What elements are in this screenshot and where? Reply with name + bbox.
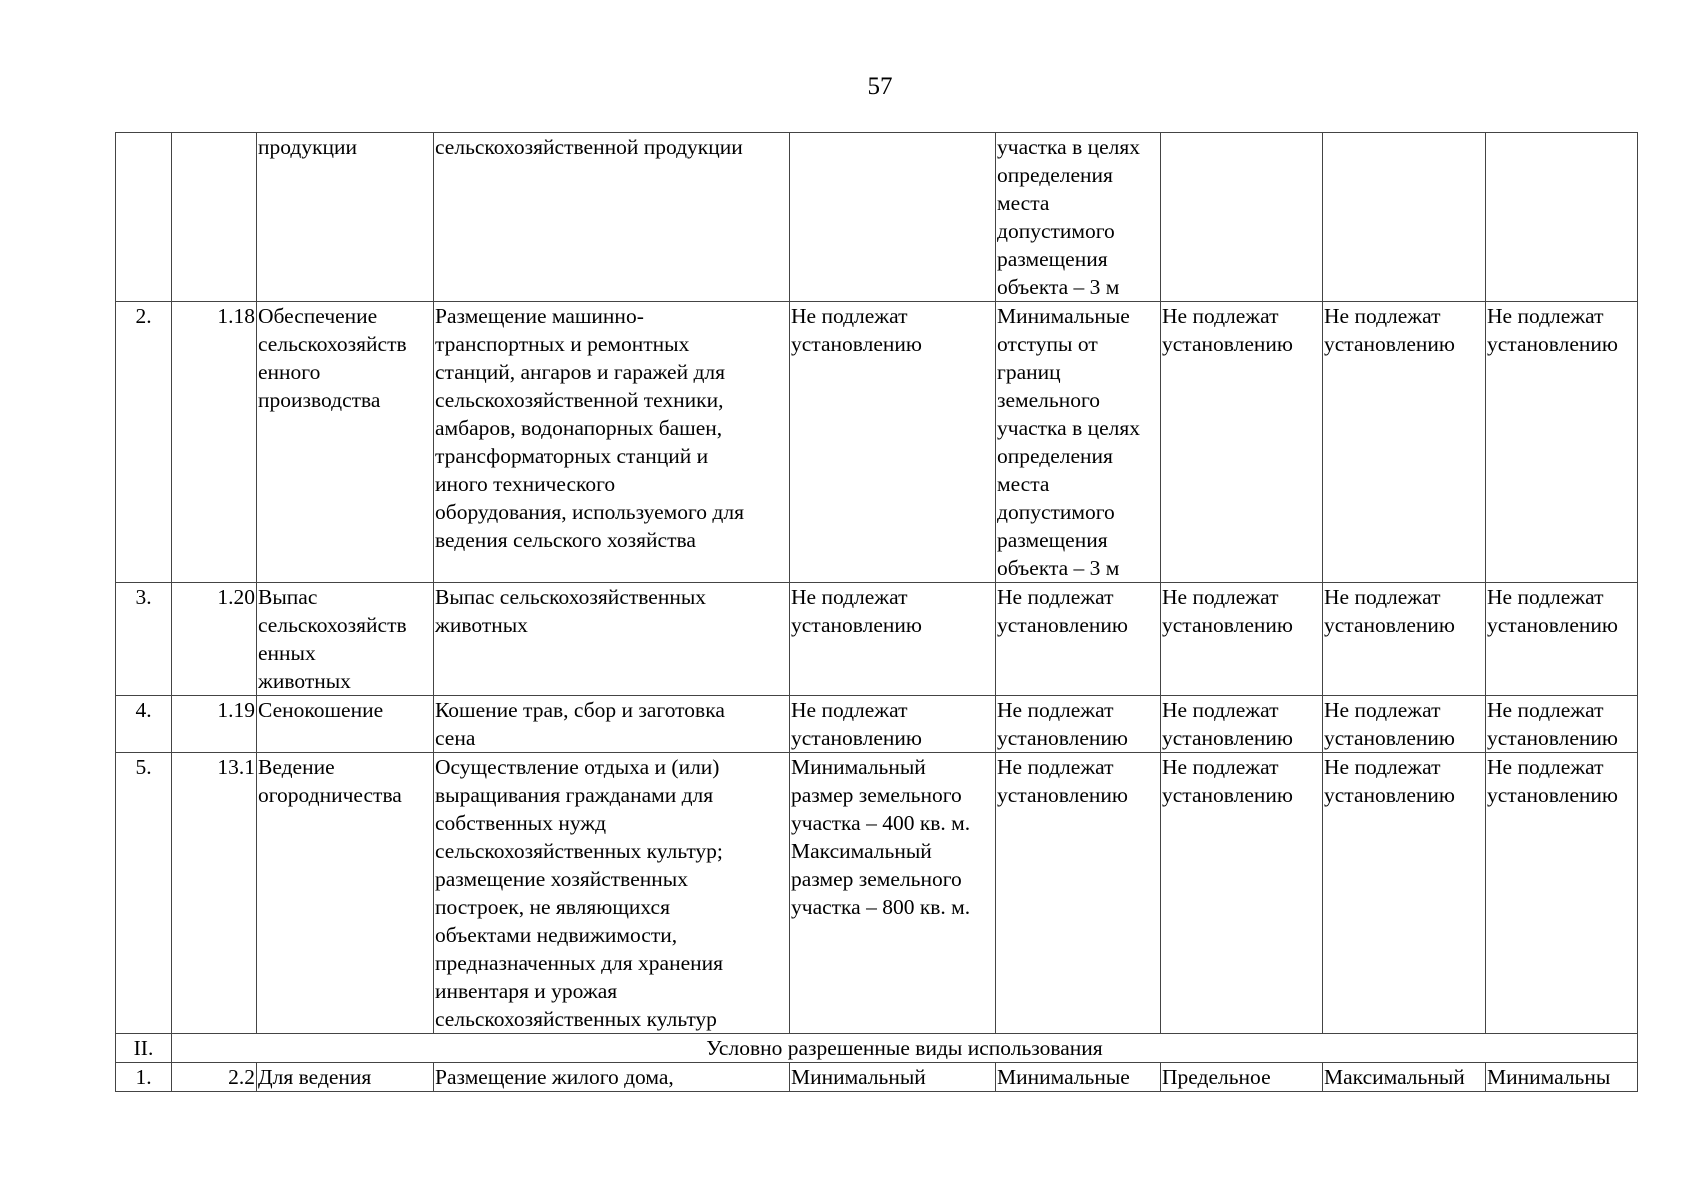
row-col9: Не подлежат установлению bbox=[1486, 302, 1638, 583]
row-col9: Не подлежат установлению bbox=[1486, 753, 1638, 1034]
row-col8: Не подлежат установлению bbox=[1323, 302, 1486, 583]
table-row bbox=[116, 133, 1638, 302]
row-plot-size: Не подлежат установлению bbox=[790, 696, 996, 753]
row-number: 4. bbox=[116, 696, 172, 753]
row-col9: Не подлежат установлению bbox=[1486, 696, 1638, 753]
row-col7: Предельное bbox=[1161, 1063, 1323, 1092]
row-setbacks: Минимальные отступы от границ земельного участка в целях определения места допустимого размещения объекта – 3 м bbox=[996, 302, 1161, 583]
row-code: 2.2 bbox=[172, 1063, 257, 1092]
row-col8: Не подлежат установлению bbox=[1323, 753, 1486, 1034]
row-setbacks: Не подлежат установлению bbox=[996, 753, 1161, 1034]
row-name: Выпас сельскохозяйств енных животных bbox=[257, 583, 434, 696]
table-row bbox=[116, 1063, 1638, 1092]
row-setbacks: Не подлежат установлению bbox=[996, 583, 1161, 696]
row-number bbox=[116, 133, 172, 302]
row-setbacks: участка в целях определения места допустимого размещения объекта – 3 м bbox=[996, 133, 1161, 302]
section-number: II. bbox=[116, 1034, 172, 1063]
row-plot-size bbox=[790, 133, 996, 302]
table-row bbox=[116, 302, 1638, 583]
row-plot-size: Минимальный bbox=[790, 1063, 996, 1092]
row-col7: Не подлежат установлению bbox=[1161, 583, 1323, 696]
table-row bbox=[116, 753, 1638, 1034]
row-col7: Не подлежат установлению bbox=[1161, 302, 1323, 583]
row-description: Выпас сельскохозяйственных животных bbox=[434, 583, 790, 696]
row-col7: Не подлежат установлению bbox=[1161, 753, 1323, 1034]
row-setbacks: Минимальные bbox=[996, 1063, 1161, 1092]
row-col8: Не подлежат установлению bbox=[1323, 696, 1486, 753]
table-row bbox=[116, 696, 1638, 753]
row-col9 bbox=[1486, 133, 1638, 302]
row-description: сельскохозяйственной продукции bbox=[434, 133, 790, 302]
section-title: Условно разрешенные виды использования bbox=[172, 1034, 1638, 1063]
row-name: Ведение огородничества bbox=[257, 753, 434, 1034]
row-code: 1.20 bbox=[172, 583, 257, 696]
row-plot-size: Не подлежат установлению bbox=[790, 583, 996, 696]
row-number: 5. bbox=[116, 753, 172, 1034]
row-number: 1. bbox=[116, 1063, 172, 1092]
section-row bbox=[116, 1034, 1638, 1063]
row-col8 bbox=[1323, 133, 1486, 302]
page-number: 57 bbox=[867, 73, 893, 100]
row-name: продукции bbox=[257, 133, 434, 302]
row-name: Обеспечение сельскохозяйств енного производства bbox=[257, 302, 434, 583]
row-description: Размещение машинно- транспортных и ремонтных станций, ангаров и гаражей для сельскохозяйственной техники, амбаров, водонапорных башен, трансформаторных станций и иного технического оборудования, используемого для ведения сельского хозяйства bbox=[434, 302, 790, 583]
row-code: 13.1 bbox=[172, 753, 257, 1034]
table-row bbox=[116, 583, 1638, 696]
row-col8: Не подлежат установлению bbox=[1323, 583, 1486, 696]
row-col9: Минимальны bbox=[1486, 1063, 1638, 1092]
row-col7 bbox=[1161, 133, 1323, 302]
row-code: 1.19 bbox=[172, 696, 257, 753]
row-code bbox=[172, 133, 257, 302]
row-plot-size: Не подлежат установлению bbox=[790, 302, 996, 583]
row-setbacks: Не подлежат установлению bbox=[996, 696, 1161, 753]
row-description: Осуществление отдыха и (или) выращивания гражданами для собственных нужд сельскохозяйственных культур; размещение хозяйственных построек, не являющихся объектами недвижимости, предназначенных для хранения инвентаря и урожая сельскохозяйственных культур bbox=[434, 753, 790, 1034]
regulations-table bbox=[115, 132, 1638, 1092]
row-number: 2. bbox=[116, 302, 172, 583]
row-col7: Не подлежат установлению bbox=[1161, 696, 1323, 753]
row-description: Размещение жилого дома, bbox=[434, 1063, 790, 1092]
row-name: Сенокошение bbox=[257, 696, 434, 753]
row-col9: Не подлежат установлению bbox=[1486, 583, 1638, 696]
row-number: 3. bbox=[116, 583, 172, 696]
row-code: 1.18 bbox=[172, 302, 257, 583]
row-description: Кошение трав, сбор и заготовка сена bbox=[434, 696, 790, 753]
row-name: Для ведения bbox=[257, 1063, 434, 1092]
row-plot-size: Минимальный размер земельного участка – 400 кв. м. Максимальный размер земельного участка – 800 кв. м. bbox=[790, 753, 996, 1034]
row-col8: Максимальный bbox=[1323, 1063, 1486, 1092]
